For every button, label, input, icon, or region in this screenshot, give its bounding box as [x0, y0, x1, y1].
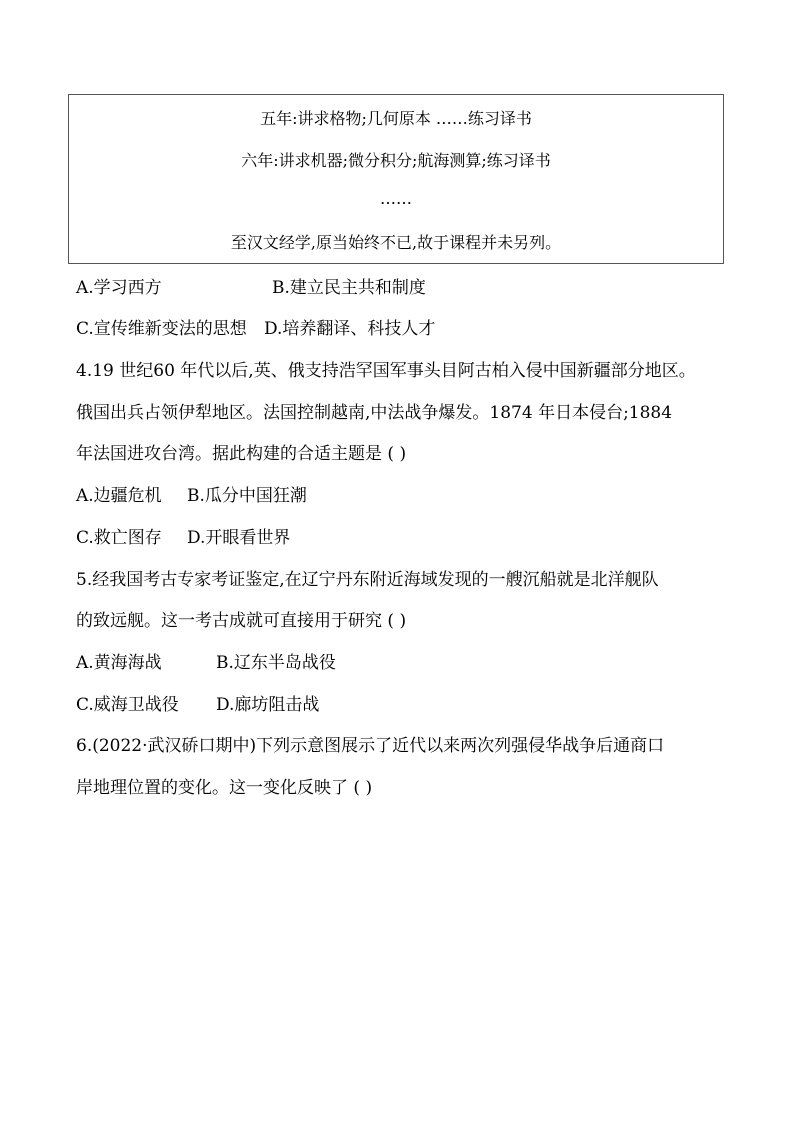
- q3-option-c: C.宣传维新变法的思想: [76, 319, 247, 339]
- q5-stem-line-1: 5.经我国考古专家考证鉴定,在辽宁丹东附近海域发现的一艘沉船就是北洋舰队: [76, 570, 659, 590]
- q4-option-b: B.瓜分中国狂潮: [187, 486, 307, 506]
- quote-line-3: ……: [380, 189, 412, 208]
- q5-option-a: A.黄海海战: [76, 653, 162, 673]
- q6-stem-line-2: 岸地理位置的变化。这一变化反映了 ( ): [76, 778, 373, 798]
- quote-line-4: 至汉文经学,原当始终不已,故于课程并未另列。: [230, 233, 562, 252]
- q5-stem-line-2: 的致远舰。这一考古成就可直接用于研究 ( ): [76, 611, 407, 631]
- q3-option-b: B.建立民主共和制度: [272, 278, 426, 298]
- q4-option-c: C.救亡图存: [76, 528, 162, 548]
- q4-option-a: A.边疆危机: [76, 486, 162, 506]
- q5-option-d: D.廊坊阻击战: [216, 695, 320, 715]
- quote-line-1: 五年:讲求格物;几何原本 ……练习译书: [260, 109, 532, 128]
- q3-option-a: A.学习西方: [76, 278, 162, 298]
- q4-stem-line-3: 年法国进攻台湾。据此构建的合适主题是 ( ): [76, 444, 407, 464]
- q4-stem-line-2: 俄国出兵占领伊犁地区。法国控制越南,中法战争爆发。1874 年日本侵台;1884: [76, 403, 673, 423]
- q4-stem-line-1: 4.19 世纪60 年代以后,英、俄支持浩罕国军事头目阿古柏入侵中国新疆部分地区。: [76, 361, 696, 381]
- q4-option-d: D.开眼看世界: [187, 528, 291, 548]
- q6-stem-line-1: 6.(2022·武汉硚口期中)下列示意图展示了近代以来两次列强侵华战争后通商口: [76, 736, 665, 756]
- quote-line-2: 六年:讲求机器;微分积分;航海测算;练习译书: [241, 151, 551, 170]
- q5-option-b: B.辽东半岛战役: [216, 653, 336, 673]
- q5-option-c: C.威海卫战役: [76, 695, 179, 715]
- q3-option-d: D.培养翻译、科技人才: [264, 319, 436, 339]
- quote-box: [68, 94, 724, 264]
